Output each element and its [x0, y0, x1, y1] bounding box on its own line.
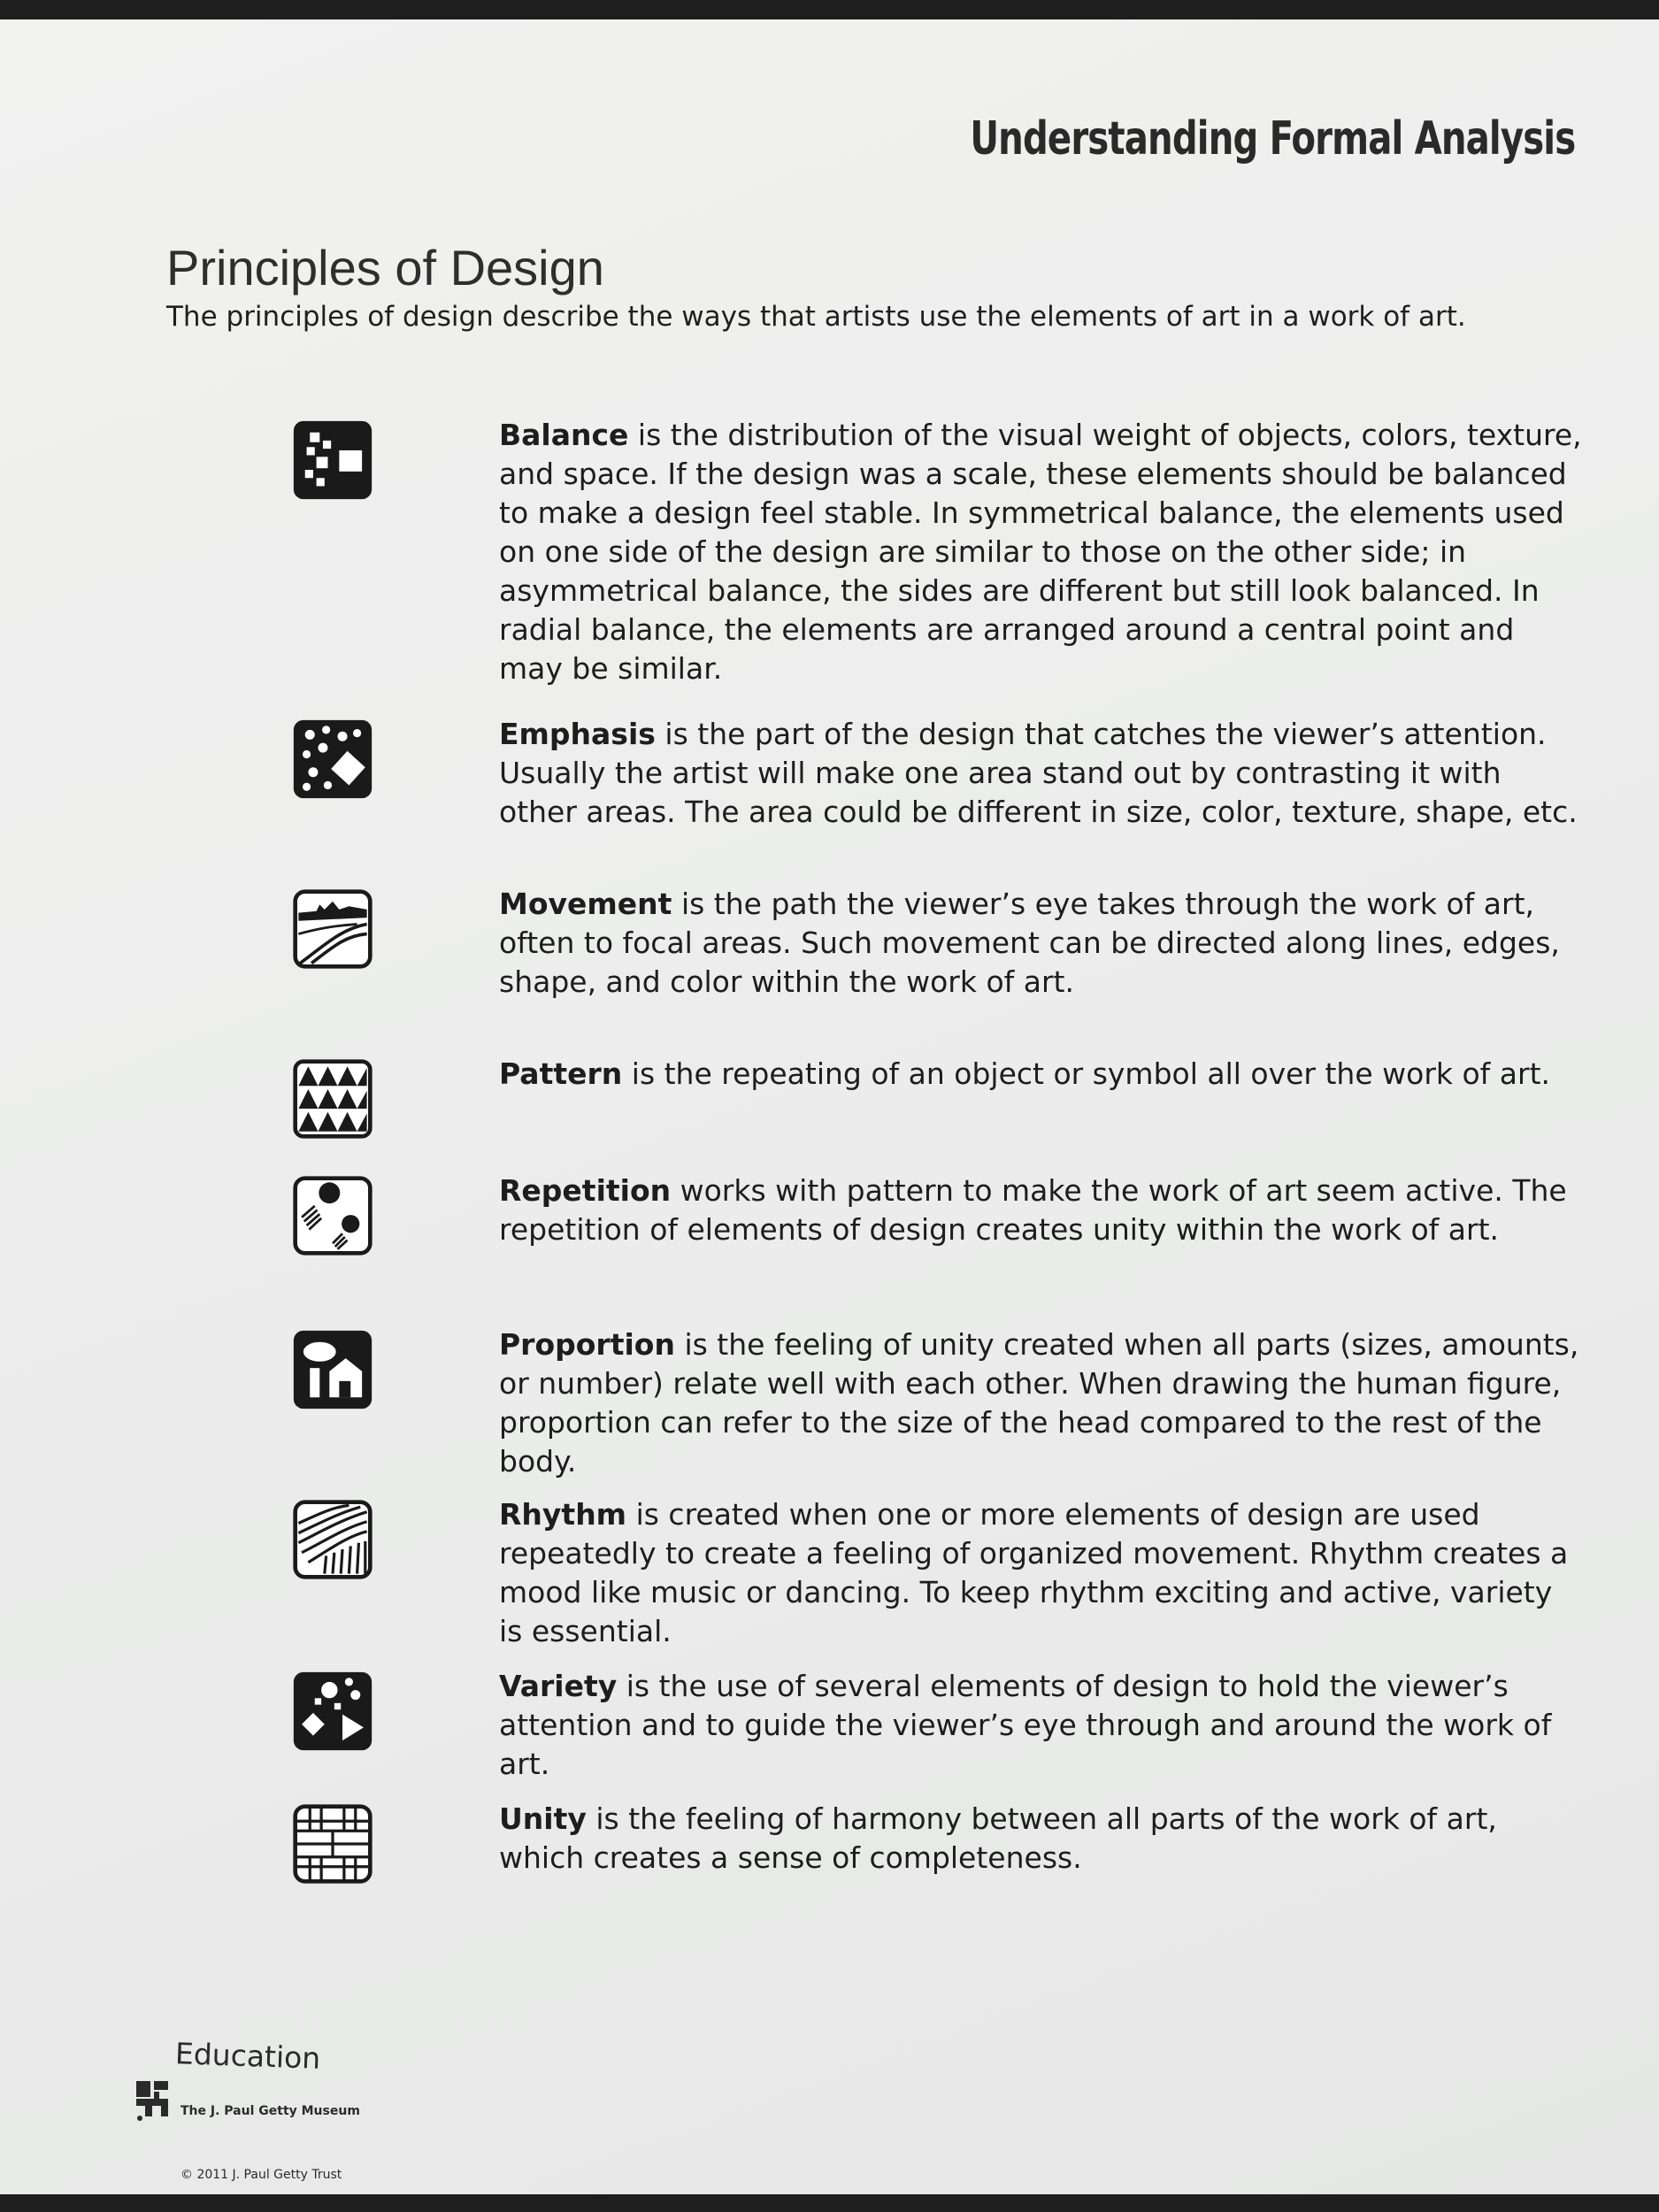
- principle-text: [499, 885, 1584, 1002]
- principle-text: [499, 1325, 1584, 1481]
- principle-text: [499, 1800, 1584, 1878]
- principle-description: works with pattern to make the work of art seem active. The repetition of elements of design creates unity within the work of art.: [499, 1173, 1567, 1247]
- principle-term: Pattern: [499, 1056, 623, 1091]
- principle-balance: [292, 416, 1584, 688]
- rhythm-icon: [292, 1499, 373, 1580]
- bottom-edge: [0, 2194, 1659, 2212]
- principle-text: [499, 1667, 1584, 1784]
- section-intro: The principles of design describe the ways that artists use the elements of art in a work of art.: [166, 301, 1466, 333]
- principle-movement: [292, 885, 1584, 1002]
- principle-description: is the repeating of an object or symbol all over the work of art.: [622, 1056, 1550, 1091]
- principle-term: Balance: [499, 418, 629, 452]
- pattern-icon: [292, 1058, 373, 1140]
- principle-emphasis: [292, 715, 1584, 832]
- principle-term: Rhythm: [499, 1497, 627, 1532]
- principle-rhythm: [292, 1495, 1584, 1651]
- principle-term: Emphasis: [499, 717, 656, 751]
- footer-copyright: © 2011 J. Paul Getty Trust: [180, 2168, 342, 2182]
- principle-description: is the path the viewer’s eye takes through the work of art, often to focal areas. Such movement can be directed along lines, edges, shape, and color within the work of art.: [499, 887, 1560, 999]
- variety-icon: [292, 1671, 373, 1752]
- principle-description: is created when one or more elements of design are used repeatedly to create a feeling of organized movement. Rhythm creates a mood like music or dancing. To keep rhythm exciting and active, variety is essential.: [499, 1497, 1569, 1648]
- principle-variety: [292, 1667, 1584, 1784]
- principle-term: Variety: [499, 1669, 618, 1703]
- top-edge: [0, 0, 1659, 19]
- principle-term: Movement: [499, 887, 672, 921]
- principle-term: Proportion: [499, 1327, 675, 1362]
- principle-term: Unity: [499, 1801, 587, 1836]
- balance-icon: [292, 419, 373, 501]
- principle-text: [499, 1495, 1584, 1651]
- principle-term: Repetition: [499, 1173, 672, 1208]
- principle-description: is the distribution of the visual weight of objects, colors, texture, and space. If the design was a scale, these elements should be balanced to make a design feel stable. In symmetrical balance, the elements used on one side of the design are similar to those on the other side; in asymmetrical balance, the sides are different but still look balanced. In radial balance, the elements are arranged around a central point and may be similar.: [499, 418, 1582, 686]
- principle-description: is the use of several elements of design to hold the viewer’s attention and to guide the viewer’s eye through and around the work of art.: [499, 1669, 1552, 1781]
- principle-description: is the part of the design that catches the viewer’s attention. Usually the artist will make one area stand out by contrasting it with other areas. The area could be different in size, color, texture, shape, etc.: [499, 717, 1578, 829]
- header-title: Understanding Formal Analysis: [970, 112, 1575, 165]
- unity-icon: [292, 1803, 373, 1885]
- principle-pattern: [292, 1055, 1584, 1140]
- section-title: Principles of Design: [166, 240, 604, 296]
- principle-description: is the feeling of unity created when all parts (sizes, amounts, or number) relate well with each other. When drawing the human figure, proportion can refer to the size of the head compared to the rest of the body.: [499, 1327, 1579, 1479]
- proportion-icon: [292, 1329, 373, 1410]
- repetition-icon: [292, 1175, 373, 1256]
- principle-proportion: [292, 1325, 1584, 1481]
- principle-text: [499, 416, 1584, 688]
- principle-unity: [292, 1800, 1584, 1885]
- movement-icon: [292, 888, 373, 970]
- document-page: [0, 19, 1659, 2194]
- footer-education: Education: [174, 2036, 321, 2076]
- principle-description: is the feeling of harmony between all parts of the work of art, which creates a sense of completeness.: [499, 1801, 1497, 1875]
- emphasis-icon: [292, 718, 373, 800]
- principle-repetition: [292, 1171, 1584, 1256]
- principle-text: [499, 1171, 1584, 1249]
- footer-museum: The J. Paul Getty Museum: [180, 2104, 360, 2118]
- principle-text: [499, 715, 1584, 832]
- principle-text: [499, 1055, 1584, 1094]
- getty-logo-icon: [134, 2079, 172, 2122]
